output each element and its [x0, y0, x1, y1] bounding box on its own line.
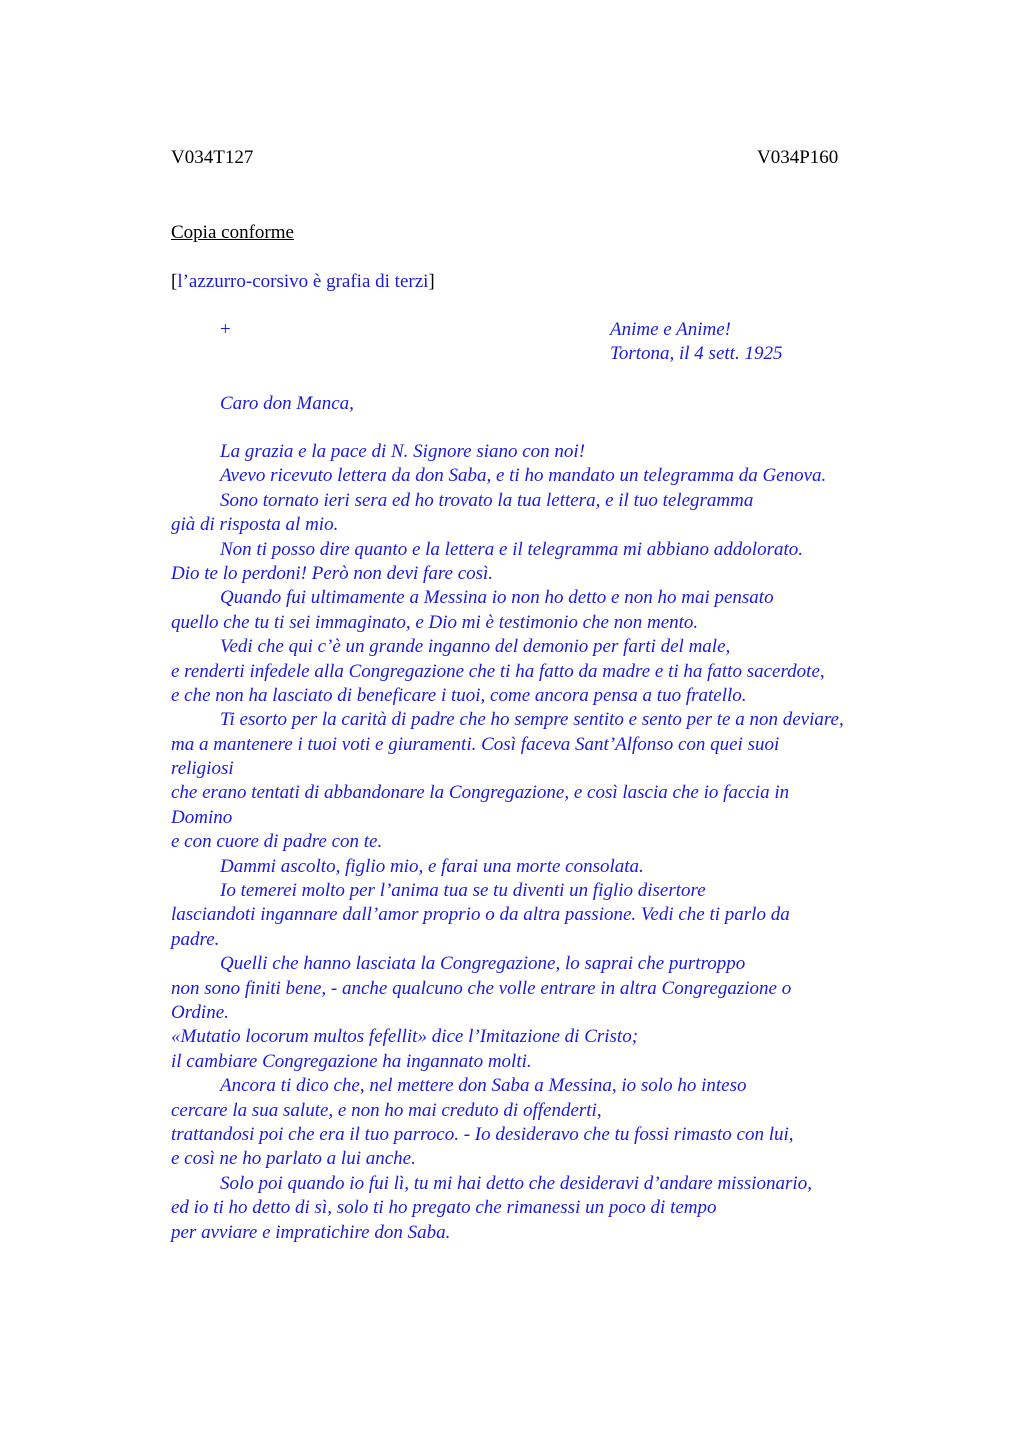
place-date: Tortona, il 4 sett. 1925 — [610, 343, 783, 364]
letter-line: trattandosi poi che era il tuo parroco. - Io desideravo che tu fossi rimasto con lui, — [171, 1123, 794, 1145]
copy-label: Copia conforme — [171, 222, 294, 243]
note-close-bracket: ] — [428, 271, 435, 292]
letter-line: cercare la sua salute, e non ho mai creduto di offenderti, — [171, 1099, 602, 1121]
letter-line: non sono finiti bene, - anche qualcuno che volle entrare in altra Congregazione o — [171, 977, 792, 999]
letter-line: Io temerei molto per l’anima tua se tu diventi un figlio disertore — [220, 880, 706, 902]
letter-body — [171, 440, 931, 1245]
document-code-right: V034P160 — [757, 147, 839, 168]
letter-line: Sono tornato ieri sera ed ho trovato la tua lettera, e il tuo telegramma — [220, 489, 754, 511]
letter-line: e che non ha lasciato di beneficare i tuoi, come ancora pensa a tuo fratello. — [171, 684, 747, 706]
letter-line: già di risposta al mio. — [171, 514, 339, 536]
salutation: Caro don Manca, — [220, 393, 354, 414]
letter-line: Solo poi quando io fui lì, tu mi hai detto che desideravi d’andare missionario, — [220, 1172, 812, 1194]
letter-line: padre. — [171, 928, 220, 950]
letter-line: religiosi — [171, 758, 234, 780]
letter-line: e renderti infedele alla Congregazione che ti ha fatto da madre e ti ha fatto sacerdote, — [171, 660, 825, 682]
letter-line: Vedi che qui c’è un grande inganno del demonio per farti del male, — [220, 636, 731, 658]
note-open-bracket: [ — [171, 271, 178, 292]
letter-line: quello che tu ti sei immaginato, e Dio mi è testimonio che non mento. — [171, 611, 699, 633]
letter-line: Quelli che hanno lasciata la Congregazione, lo saprai che purtroppo — [220, 953, 746, 975]
letter-line: Quando fui ultimamente a Messina io non ho detto e non ho mai pensato — [220, 587, 774, 609]
letter-line: Ancora ti dico che, nel mettere don Saba a Messina, io solo ho inteso — [220, 1075, 747, 1097]
letter-line: Ordine. — [171, 1001, 229, 1023]
letter-line: e così ne ho parlato a lui anche. — [171, 1148, 416, 1170]
letter-line: «Mutatio locorum multos fefellit» dice l’Imitazione di Cristo; — [171, 1026, 639, 1048]
letter-line: ed io ti ho detto di sì, solo ti ho pregato che rimanessi un poco di tempo — [171, 1197, 717, 1219]
letter-line: per avviare e impratichire don Saba. — [171, 1221, 451, 1243]
letter-line: che erano tentati di abbandonare la Congregazione, e così lascia che io faccia in — [171, 782, 790, 804]
cross-symbol: + — [220, 319, 231, 340]
letter-line: Avevo ricevuto lettera da don Saba, e ti ho mandato un telegramma da Genova. — [220, 465, 827, 487]
letter-line: Dammi ascolto, figlio mio, e farai una morte consolata. — [220, 855, 644, 877]
letter-line: Domino — [171, 806, 233, 828]
document-code-left: V034T127 — [171, 147, 254, 168]
letter-line: Non ti posso dire quanto e la lettera e il telegramma mi abbiano addolorato. — [220, 538, 803, 560]
letter-line: Dio te lo perdoni! Però non devi fare così. — [171, 562, 494, 584]
letter-line: e con cuore di padre con te. — [171, 831, 383, 853]
note-text: l’azzurro-corsivo è grafia di terzi — [177, 271, 429, 292]
letter-line: La grazia e la pace di N. Signore siano con noi! — [220, 441, 586, 462]
motto: Anime e Anime! — [610, 319, 731, 340]
letter-line: il cambiare Congregazione ha ingannato molti. — [171, 1050, 532, 1072]
letter-line: ma a mantenere i tuoi voti e giuramenti. Così faceva Sant’Alfonso con quei suoi — [171, 733, 780, 755]
letter-line: Ti esorto per la carità di padre che ho sempre sentito e sento per te a non deviare, — [220, 709, 844, 731]
editorial-note — [171, 270, 435, 294]
letter-line: lasciandoti ingannare dall’amor proprio o da altra passione. Vedi che ti parlo da — [171, 904, 790, 926]
